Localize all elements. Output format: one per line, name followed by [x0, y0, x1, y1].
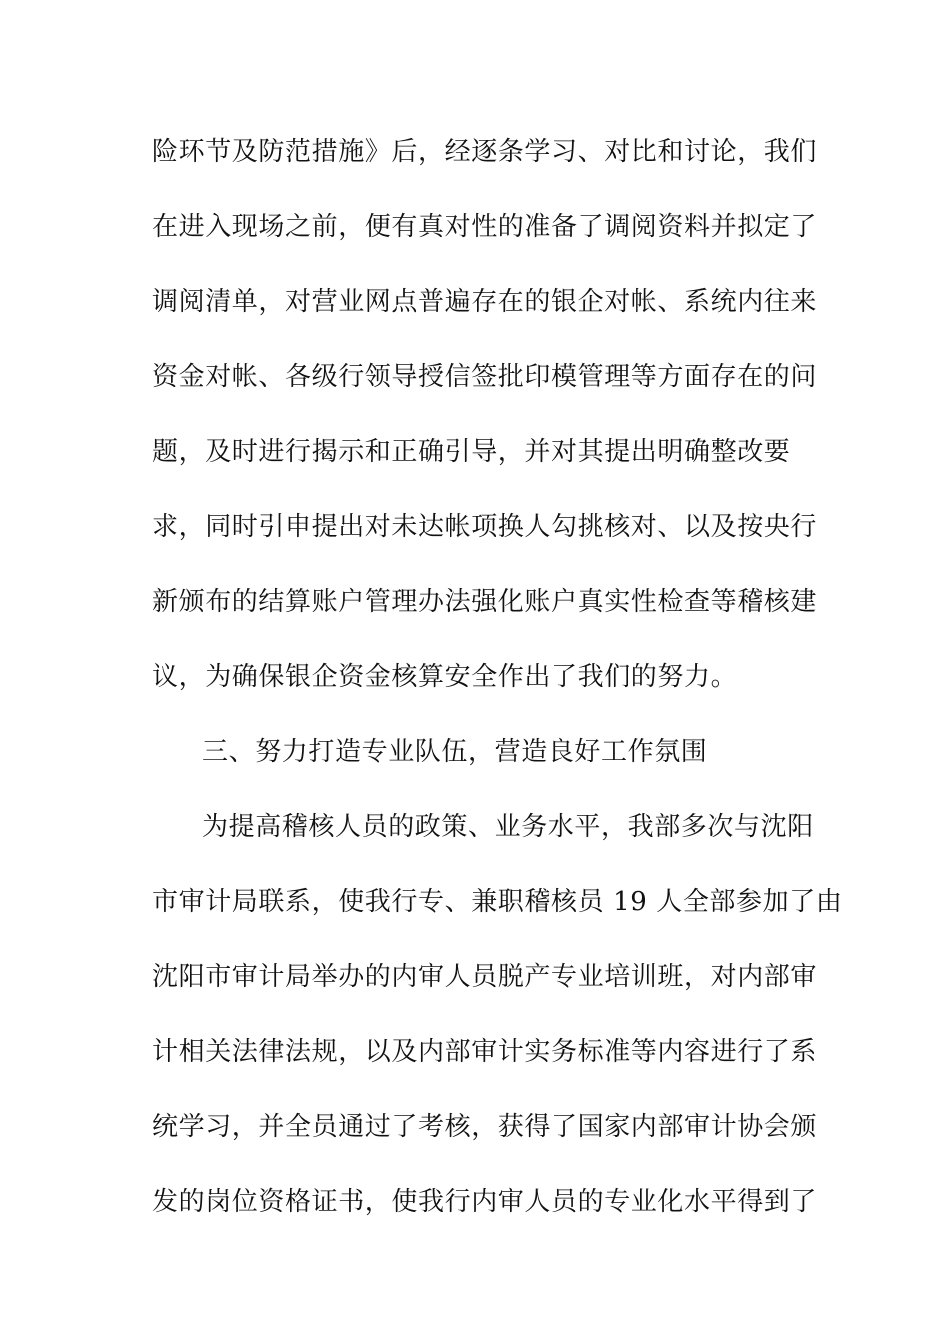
text-line: 险环节及防范措施》后，经逐条学习、对比和讨论，我们 [152, 137, 818, 167]
text-line: 资金对帐、各级行领导授信签批印模管理等方面存在的问 [152, 362, 818, 392]
text-line: 沈阳市审计局举办的内审人员脱产专业培训班，对内部审 [152, 962, 818, 992]
section-heading: 三、努力打造专业队伍，营造良好工作氛围 [202, 737, 708, 767]
text-line: 在进入现场之前，便有真对性的准备了调阅资料并拟定了 [152, 212, 818, 242]
text-line: 求，同时引申提出对未达帐项换人勾挑核对、以及按央行 [152, 512, 818, 542]
text-line: 新颁布的结算账户管理办法强化账户真实性检查等稽核建 [152, 587, 818, 617]
text-line: 发的岗位资格证书，使我行内审人员的专业化水平得到了 [152, 1187, 818, 1217]
text-line: 为提高稽核人员的政策、业务水平，我部多次与沈阳 [202, 812, 814, 842]
text-line: 调阅清单，对营业网点普遍存在的银企对帐、系统内往来 [152, 287, 818, 317]
text-line: 统学习，并全员通过了考核，获得了国家内部审计协会颁 [152, 1112, 818, 1142]
text-line: 议，为确保银企资金核算安全作出了我们的努力。 [152, 662, 738, 692]
text-line: 计相关法律法规，以及内部审计实务标准等内容进行了系 [152, 1037, 818, 1067]
text-line: 题，及时进行揭示和正确引导，并对其提出明确整改要 [152, 437, 791, 467]
text-line: 市审计局联系，使我行专、兼职稽核员 19 人全部参加了由 [152, 887, 843, 917]
